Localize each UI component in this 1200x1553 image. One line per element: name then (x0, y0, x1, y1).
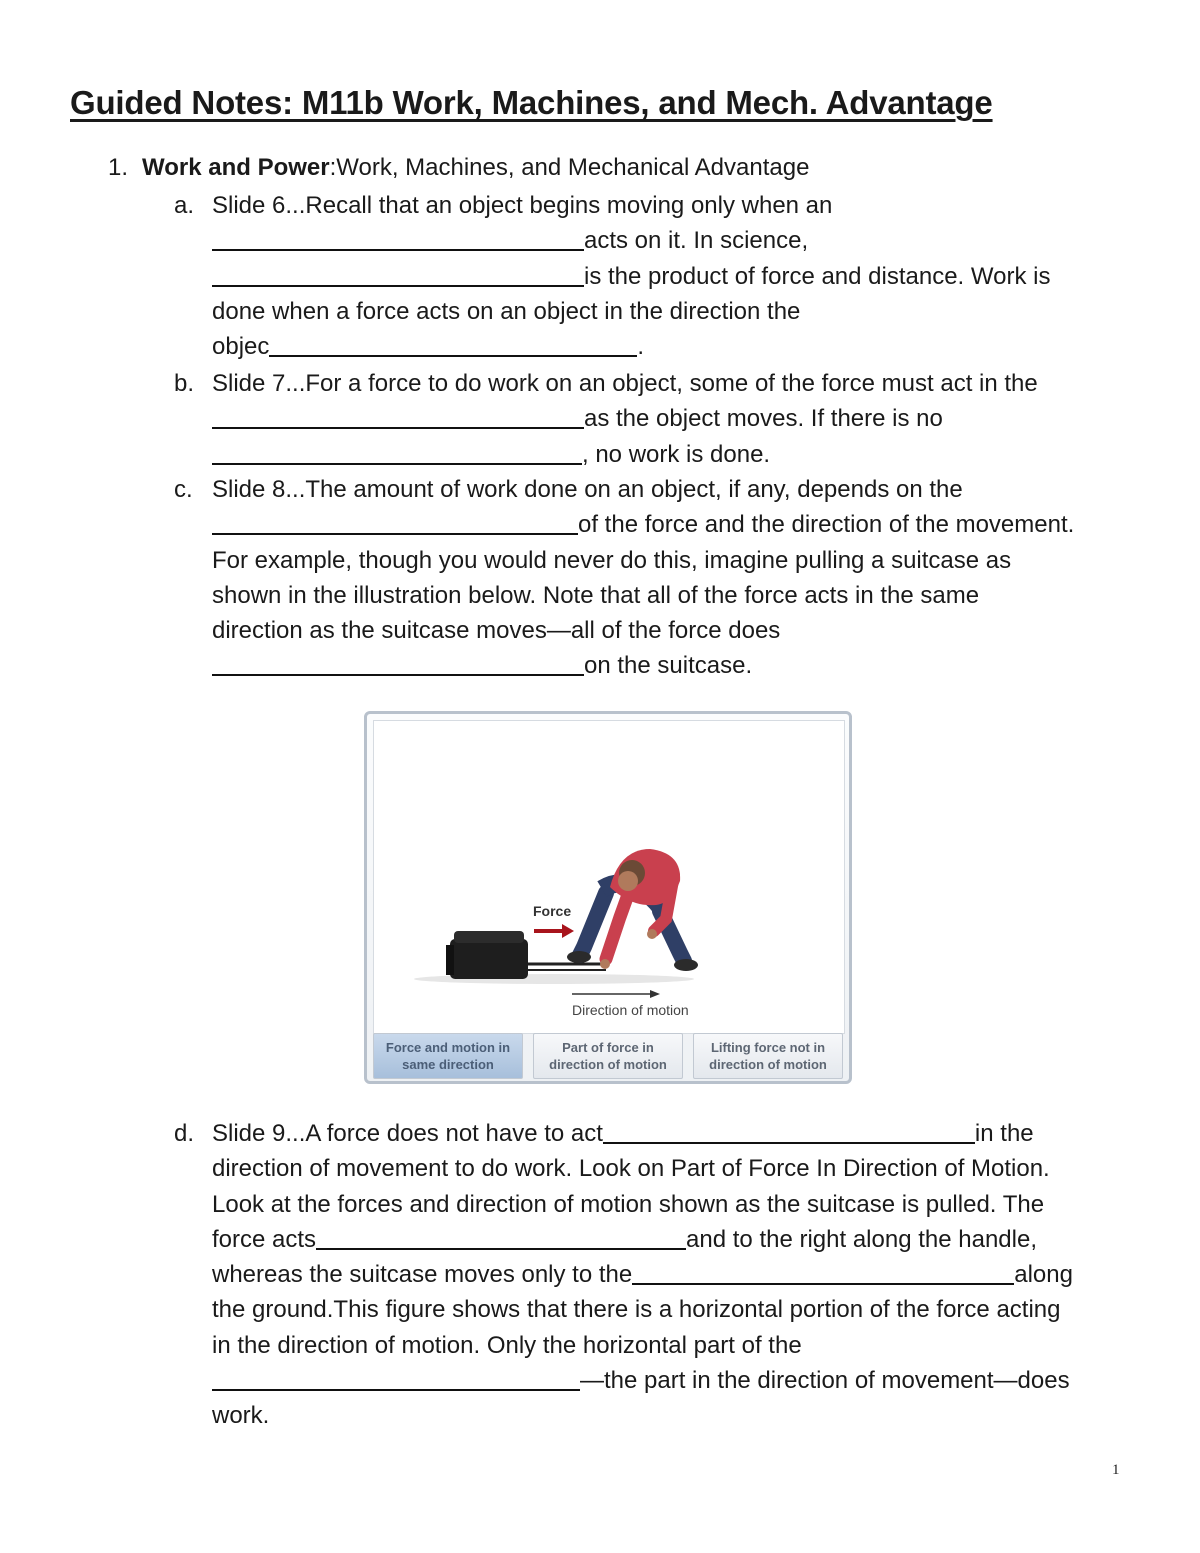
item-text: along (1014, 1261, 1073, 1289)
item-text: in the direction of motion. Only the horizontal part of the (212, 1331, 802, 1359)
section-number: 1. (108, 154, 129, 181)
item-text: is the product of force and distance. Work is (584, 262, 1051, 290)
fill-blank[interactable] (212, 263, 584, 287)
item-text: Slide 9...A force does not have to act (212, 1120, 603, 1147)
person-pulling-suitcase-illustration (374, 721, 844, 1033)
fill-blank[interactable] (212, 511, 578, 535)
item-text: —the part in the direction of movement—does (580, 1367, 1070, 1395)
fill-blank[interactable] (632, 1261, 1014, 1285)
fill-blank[interactable] (603, 1120, 975, 1144)
figure-scene (373, 720, 845, 1034)
tab-label: direction of motion (549, 1057, 667, 1072)
item-text: direction of movement to do work. Look on Part of Force In Direction of Motion. (212, 1155, 1050, 1183)
item-text: Slide 7...For a force to do work on an object, some of the force must act in the (212, 370, 1038, 397)
fill-blank[interactable] (212, 405, 584, 429)
item-text: whereas the suitcase moves only to the (212, 1261, 633, 1289)
fill-blank[interactable] (212, 441, 582, 465)
fill-blank[interactable] (212, 1367, 580, 1391)
item-text: done when a force acts on an object in the direction the (212, 297, 801, 325)
section-heading-bold: Work and Power (142, 154, 330, 181)
fill-blank[interactable] (316, 1226, 686, 1250)
item-text: Slide 8...The amount of work done on an object, if any, depends on the (212, 476, 963, 503)
item-text: of the force and the direction of the movement. (578, 511, 1075, 539)
item-text: the ground.This figure shows that there is a horizontal portion of the force acting (212, 1296, 1061, 1324)
item-letter: d. (174, 1120, 195, 1147)
list-item-d (174, 1116, 1124, 1434)
tab-force-and-motion-same-direction[interactable] (373, 1033, 523, 1079)
item-text: For example, though you would never do this, imagine pulling a suitcase as (212, 546, 1012, 574)
list-item-c (174, 472, 1124, 684)
fill-blank[interactable] (269, 333, 637, 357)
item-text: on the suitcase. (584, 652, 753, 680)
item-text: in the (974, 1120, 1034, 1147)
item-letter: b. (174, 370, 195, 397)
section-heading (108, 150, 809, 185)
item-letter: a. (174, 192, 195, 219)
item-text: acts on it. In science, (584, 227, 809, 255)
list-item-b (174, 366, 1124, 472)
item-text: force acts (212, 1225, 317, 1253)
force-label: Force (533, 903, 572, 919)
item-text: direction as the suitcase moves—all of the force does (212, 617, 781, 645)
item-text: as the object moves. If there is no (584, 405, 943, 433)
tab-label: Force and motion in (385, 1040, 511, 1055)
item-text: work. (212, 1402, 270, 1430)
item-text: objec (212, 333, 270, 361)
document-title: Guided Notes: M11b Work, Machines, and Mech. Advantage (70, 84, 993, 121)
tab-label: same direction (402, 1057, 494, 1072)
tab-label: Part of force in (562, 1040, 654, 1055)
item-letter: c. (174, 476, 193, 503)
item-text: Slide 6...Recall that an object begins moving only when an (212, 192, 833, 219)
suitcase-figure (364, 711, 852, 1084)
suitcase-shape (450, 939, 528, 979)
section-subheading: :Work, Machines, and Mechanical Advantage (329, 154, 810, 181)
item-text: Look at the forces and direction of motion shown as the suitcase is pulled. The (212, 1190, 1045, 1218)
fill-blank[interactable] (212, 227, 584, 251)
item-text: shown in the illustration below. Note that all of the force acts in the same (212, 581, 980, 609)
item-text: . (637, 333, 645, 361)
tab-lifting-force-not-in-direction[interactable] (693, 1033, 843, 1079)
item-text: , no work is done. (582, 440, 771, 468)
tab-part-of-force-in-direction[interactable] (533, 1033, 683, 1079)
tab-label: direction of motion (709, 1057, 827, 1072)
tab-label: Lifting force not in (710, 1040, 826, 1055)
list-item-a (174, 188, 1124, 364)
fill-blank[interactable] (212, 652, 584, 676)
item-text: and to the right along the handle, (686, 1225, 1037, 1253)
page-number: 1 (1112, 1462, 1120, 1478)
direction-label: Direction of motion (572, 1002, 689, 1018)
